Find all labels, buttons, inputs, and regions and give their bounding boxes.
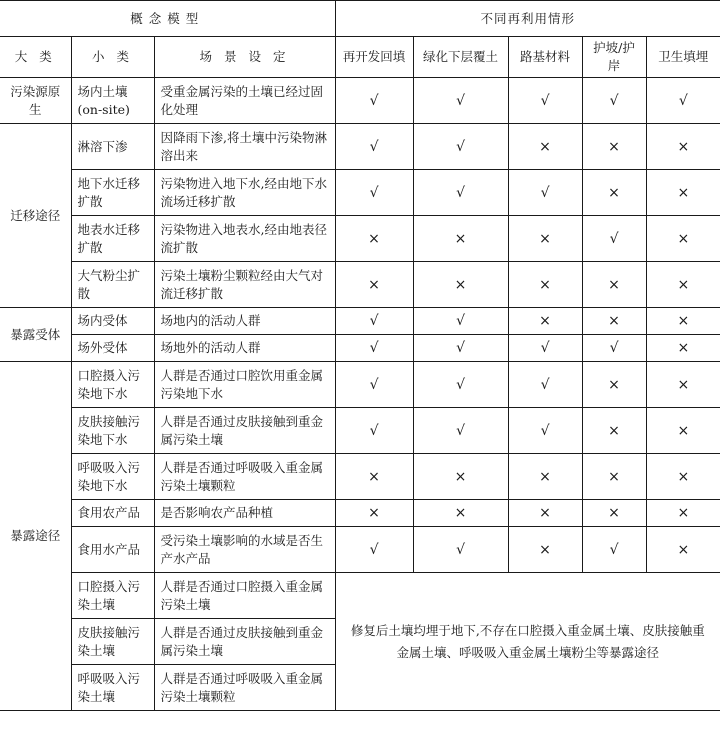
col-scenario: 场景设定 [154, 37, 335, 78]
scenario-cell: 人群是否通过口腔饮用重金属污染地下水 [154, 362, 335, 408]
merged-note: 修复后土壤均埋于地下,不存在口腔摄入重金属土壤、皮肤接触重金属土壤、呼吸吸入重金属土壤粉尘等暴露途径 [335, 573, 720, 711]
scenario-cell: 因降雨下渗,将土壤中污染物淋溶出来 [154, 124, 335, 170]
mark-cell: √ [335, 308, 413, 335]
mark-cell: × [413, 454, 508, 500]
mark-cell: × [582, 170, 646, 216]
mark-cell: × [335, 262, 413, 308]
mark-cell: × [646, 527, 720, 573]
subcategory-cell: 食用水产品 [71, 527, 154, 573]
mark-cell: √ [508, 170, 582, 216]
mark-cell: × [582, 124, 646, 170]
mark-cell: × [508, 527, 582, 573]
mark-cell: × [413, 262, 508, 308]
subcategory-cell: 地下水迁移扩散 [71, 170, 154, 216]
mark-cell: × [508, 124, 582, 170]
subcategory-cell: 皮肤接触污染地下水 [71, 408, 154, 454]
mark-cell: × [413, 500, 508, 527]
mark-cell: √ [582, 527, 646, 573]
col-category: 大类 [0, 37, 71, 78]
scenario-cell: 受重金属污染的土壤已经过固化处理 [154, 78, 335, 124]
col-redevelopment-backfill: 再开发回填 [335, 37, 413, 78]
mark-cell: √ [335, 362, 413, 408]
subcategory-cell: 口腔摄入污染土壤 [71, 573, 154, 619]
mark-cell: √ [508, 408, 582, 454]
mark-cell: × [646, 454, 720, 500]
mark-cell: × [646, 362, 720, 408]
scenario-cell: 是否影响农产品种植 [154, 500, 335, 527]
mark-cell: × [508, 216, 582, 262]
mark-cell: √ [582, 78, 646, 124]
mark-cell: √ [508, 335, 582, 362]
mark-cell: √ [413, 527, 508, 573]
reuse-scenarios-header: 不同再利用情形 [335, 1, 720, 37]
mark-cell: × [646, 216, 720, 262]
mark-cell: × [508, 500, 582, 527]
mark-cell: √ [335, 78, 413, 124]
mark-cell: × [646, 262, 720, 308]
mark-cell: √ [335, 335, 413, 362]
scenario-cell: 人群是否通过皮肤接触到重金属污染土壤 [154, 408, 335, 454]
mark-cell: √ [582, 335, 646, 362]
mark-cell: √ [582, 216, 646, 262]
mark-cell: √ [335, 170, 413, 216]
col-slope-bank-protection: 护坡/护岸 [582, 37, 646, 78]
mark-cell: × [646, 124, 720, 170]
col-subcategory: 小类 [71, 37, 154, 78]
mark-cell: √ [508, 362, 582, 408]
scenario-cell: 人群是否通过口腔摄入重金属污染土壤 [154, 573, 335, 619]
mark-cell: × [582, 362, 646, 408]
scenario-cell: 污染物进入地表水,经由地表径流扩散 [154, 216, 335, 262]
table-row [0, 78, 720, 124]
subcategory-cell: 口腔摄入污染地下水 [71, 362, 154, 408]
table-row [0, 527, 720, 573]
scenario-cell: 受污染土壤影响的水域是否生产水产品 [154, 527, 335, 573]
table-row [0, 362, 720, 408]
table-row [0, 262, 720, 308]
table-row [0, 573, 720, 619]
subcategory-cell: 呼吸吸入污染地下水 [71, 454, 154, 500]
mark-cell: √ [413, 170, 508, 216]
subcategory-cell: 食用农产品 [71, 500, 154, 527]
table-row [0, 216, 720, 262]
mark-cell: × [582, 500, 646, 527]
category-cell: 迁移途径 [0, 124, 71, 308]
table-row [0, 124, 720, 170]
mark-cell: × [508, 454, 582, 500]
mark-cell: √ [413, 408, 508, 454]
mark-cell: × [335, 500, 413, 527]
scenario-cell: 场地外的活动人群 [154, 335, 335, 362]
mark-cell: × [335, 216, 413, 262]
table-row [0, 170, 720, 216]
mark-cell: × [582, 308, 646, 335]
mark-cell: √ [335, 527, 413, 573]
scenario-cell: 污染土壤粉尘颗粒经由大气对流迁移扩散 [154, 262, 335, 308]
subcategory-cell: 地表水迁移扩散 [71, 216, 154, 262]
mark-cell: √ [646, 78, 720, 124]
mark-cell: × [646, 308, 720, 335]
subcategory-cell: 淋溶下渗 [71, 124, 154, 170]
mark-cell: √ [413, 362, 508, 408]
table-row [0, 408, 720, 454]
mark-cell: √ [413, 335, 508, 362]
mark-cell: × [646, 408, 720, 454]
subcategory-cell: 场外受体 [71, 335, 154, 362]
mark-cell: × [646, 170, 720, 216]
table-row [0, 335, 720, 362]
subcategory-cell: 呼吸吸入污染土壤 [71, 665, 154, 711]
mark-cell: √ [335, 408, 413, 454]
col-greening-cover-soil: 绿化下层覆土 [413, 37, 508, 78]
scenario-cell: 场地内的活动人群 [154, 308, 335, 335]
table-row [0, 500, 720, 527]
mark-cell: × [413, 216, 508, 262]
col-roadbed-material: 路基材料 [508, 37, 582, 78]
table-row [0, 308, 720, 335]
table-row [0, 454, 720, 500]
scenario-cell: 人群是否通过呼吸吸入重金属污染土壤颗粒 [154, 665, 335, 711]
mark-cell: √ [508, 78, 582, 124]
category-cell: 污染源原生 [0, 78, 71, 124]
mark-cell: × [508, 308, 582, 335]
mark-cell: × [646, 500, 720, 527]
mark-cell: × [582, 408, 646, 454]
scenario-cell: 人群是否通过皮肤接触到重金属污染土壤 [154, 619, 335, 665]
mark-cell: × [646, 335, 720, 362]
col-sanitary-landfill: 卫生填埋 [646, 37, 720, 78]
category-cell: 暴露途径 [0, 362, 71, 711]
subcategory-cell: 场内受体 [71, 308, 154, 335]
subcategory-cell: 大气粉尘扩散 [71, 262, 154, 308]
mark-cell: √ [413, 78, 508, 124]
mark-cell: × [508, 262, 582, 308]
subcategory-cell: 皮肤接触污染土壤 [71, 619, 154, 665]
scenario-cell: 人群是否通过呼吸吸入重金属污染土壤颗粒 [154, 454, 335, 500]
mark-cell: × [582, 262, 646, 308]
mark-cell: √ [413, 308, 508, 335]
mark-cell: × [582, 454, 646, 500]
mark-cell: √ [413, 124, 508, 170]
mark-cell: √ [335, 124, 413, 170]
concept-model-header: 概念模型 [0, 1, 335, 37]
subcategory-cell: 场内土壤(on-site) [71, 78, 154, 124]
scenario-cell: 污染物进入地下水,经由地下水流场迁移扩散 [154, 170, 335, 216]
mark-cell: × [335, 454, 413, 500]
category-cell: 暴露受体 [0, 308, 71, 362]
